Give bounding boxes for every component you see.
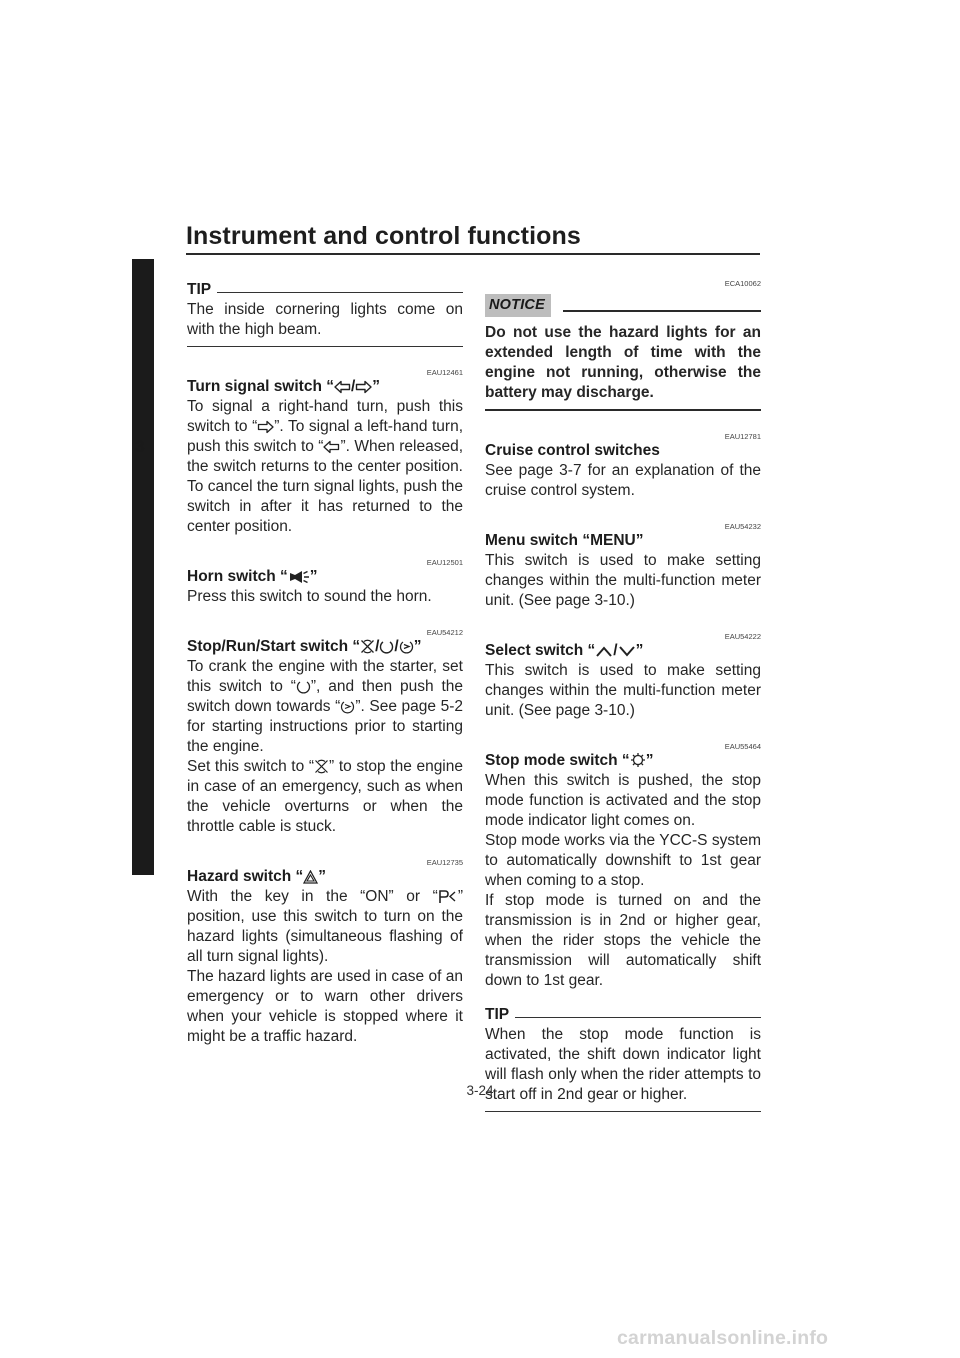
select-switch-title: Select switch “ / ” [485, 642, 644, 659]
stop-run-start-switch-title: Stop/Run/Start switch “ / / ” [187, 638, 422, 655]
hazard-switch-title: Hazard switch “ ” [187, 868, 327, 885]
turn-signal-text: To signal a right-hand turn, push this switch to “ ”. To signal a left-hand turn, push this switch to “ ”. When released, the switch returns to the center position. To cancel the turn signal lights, push the switch in after it has returned to the center position. [187, 398, 464, 535]
horn-icon [288, 570, 310, 584]
stop-switch-text: Set this switch to “ ” to stop the engine in case of an emergency, such as when the vehicle overturns or when the throttle cable is stuck. [187, 758, 463, 835]
tip-header [485, 1005, 761, 1025]
right-column [485, 280, 761, 1112]
notice-badge: NOTICE [485, 294, 551, 317]
run-icon [296, 679, 311, 694]
turn-left-icon [334, 380, 351, 394]
tip-bottom-rule [187, 346, 463, 347]
stop-mode-switch-title: Stop mode switch “ ” [485, 752, 654, 769]
turn-right-icon [355, 380, 372, 394]
cruise-control-text: See page 3-7 for an explanation of the cruise control system. [485, 462, 761, 499]
notice-rule [563, 310, 761, 312]
section-code: EAU54222 [724, 632, 761, 641]
menu-switch-text: This switch is used to make setting changes within the multi-function meter unit. (See page 3-10.) [485, 552, 761, 609]
hazard-text: With the key in the “ON” or “ ” position, use this switch to turn on the hazard lights (simultaneous flashing of all turn signal lights). [187, 888, 463, 965]
horn-text: Press this switch to sound the horn. [187, 588, 432, 605]
turn-signal-switch-title: Turn signal switch “ / ” [187, 378, 381, 395]
section-code: EAU55464 [724, 742, 761, 751]
select-down-icon [618, 645, 636, 658]
tip-rule [515, 1017, 761, 1018]
select-switch-text: This switch is used to make setting changes within the multi-function meter unit. (See page 3-10.) [485, 662, 761, 719]
stop-mode-icon [630, 752, 646, 768]
left-column [187, 280, 463, 1047]
cruise-control-title: Cruise control switches [485, 442, 660, 459]
tip-rule [217, 292, 463, 293]
watermark: carmanualsonline.info [617, 1327, 829, 1349]
section-code: EAU12781 [724, 432, 761, 441]
hazard-icon [303, 870, 318, 884]
section-code: EAU12501 [426, 558, 463, 567]
stop-mode-text-3: If stop mode is turned on and the transmission is in 2nd or higher gear, when the rider stops the vehicle the transmission will automatically shift down to 1st gear. [485, 892, 761, 989]
tip-label: TIP [485, 1006, 510, 1023]
section-code: EAU12461 [426, 368, 463, 377]
tip-bottom-rule [485, 1111, 761, 1112]
turn-left-icon [323, 440, 340, 454]
section-code: EAU12735 [426, 858, 463, 867]
stop-icon [360, 639, 375, 654]
start-icon [399, 639, 414, 654]
notice-text: Do not use the hazard lights for an extended length of time with the engine not running, otherwise the battery may discharge. [485, 324, 761, 401]
chapter-number: 3 [135, 437, 145, 456]
section-code: EAU54232 [724, 522, 761, 531]
parking-icon [438, 889, 458, 904]
page-header-title: Instrument and control functions [186, 222, 581, 250]
run-icon [379, 639, 394, 654]
tip-text: When the stop mode function is activated, the shift down indicator light will flash only when the rider attempts to start off in 2nd gear or higher. [485, 1026, 761, 1103]
section-code: EAU54212 [426, 628, 463, 637]
tip-header [187, 280, 463, 300]
hazard-usage-text: The hazard lights are used in case of an emergency or to warn other drivers when your vehicle is stopped where it might be a traffic hazard. [187, 968, 463, 1045]
turn-right-icon [257, 420, 274, 434]
tip-text: The inside cornering lights come on with the high beam. [187, 301, 463, 338]
select-up-icon [595, 645, 613, 658]
section-code: ECA10062 [724, 279, 761, 288]
page-number: 3-24 [466, 1083, 494, 1098]
notice-header [485, 294, 761, 317]
stop-icon [314, 759, 329, 774]
header-rule [186, 253, 760, 255]
stop-mode-text-1: When this switch is pushed, the stop mode function is activated and the stop mode indicator light comes on. [485, 772, 761, 829]
chapter-tab [132, 259, 154, 875]
start-icon [340, 699, 355, 714]
stop-run-start-text: To crank the engine with the starter, set this switch to “ ”, and then push the switch down towards “ ”. See page 5-2 for starting instructions prior to starting the engine. [187, 658, 463, 755]
horn-switch-title: Horn switch “ ” [187, 568, 318, 585]
notice-bottom-rule [485, 409, 761, 411]
stop-mode-text-2: Stop mode works via the YCC-S system to automatically downshift to 1st gear when coming to a stop. [485, 832, 761, 889]
menu-switch-title: Menu switch “MENU” [485, 532, 644, 549]
tip-label: TIP [187, 281, 212, 298]
